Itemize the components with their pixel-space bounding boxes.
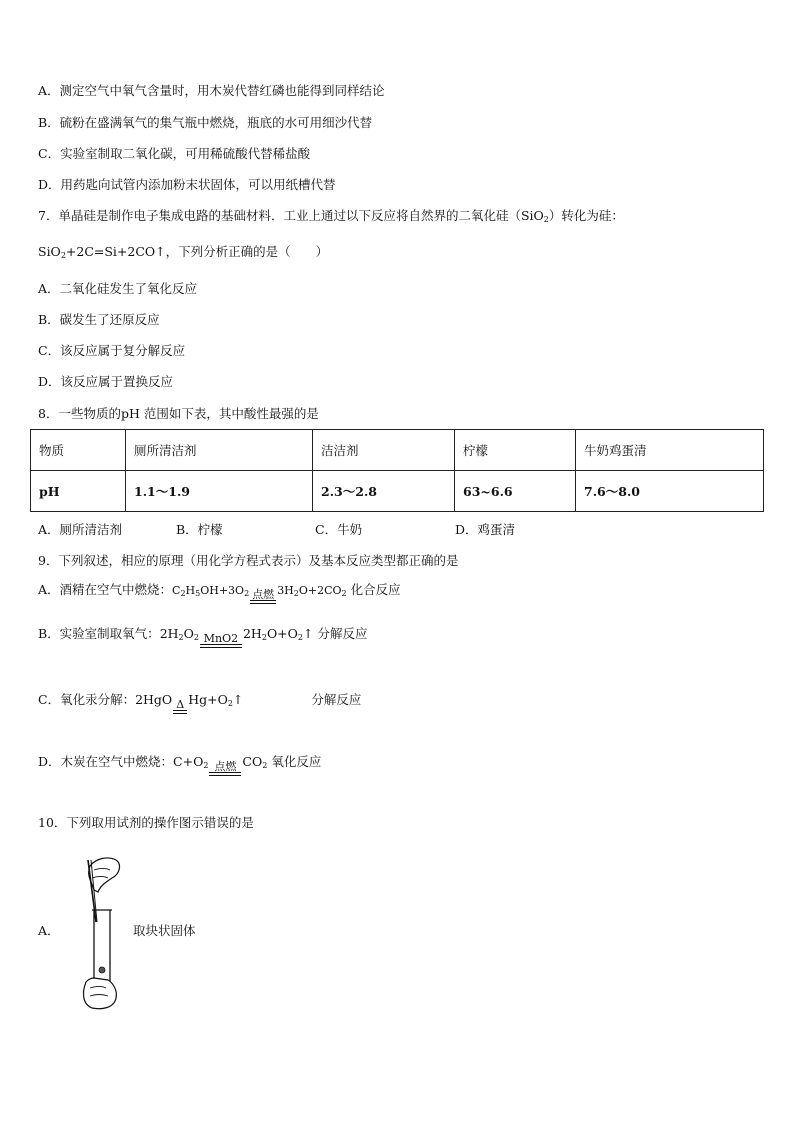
q9-option-c: C．氧化汞分解：2HgO Δ $Hg+O_2↑$ 分解反应 xyxy=(38,690,361,714)
q9-option-a: A．酒精在空气中燃烧：$C_2H_5OH+3O_2$ 点燃 $3H_2O+2CO_2$ 化合反应 xyxy=(38,580,401,604)
q8-option-c: C．牛奶 xyxy=(315,522,363,537)
table-cell: 柠檬 xyxy=(455,430,576,471)
q8-options xyxy=(38,521,515,539)
q6-option-c: C．实验室制取二氧化碳，可用稀硫酸代替稀盐酸 xyxy=(38,146,311,161)
q7-option-a: A．二氧化硅发生了氧化反应 xyxy=(38,281,198,296)
table-row xyxy=(31,430,764,471)
q8-option-b: B．柠檬 xyxy=(176,522,223,537)
equation-d: $C+O_2$ 点燃 $CO_2$ xyxy=(173,754,267,769)
table-cell: pH xyxy=(31,471,126,512)
q8-option-a: A．厕所清洁剂 xyxy=(38,522,123,537)
q7-option-d: D．该反应属于置换反应 xyxy=(38,374,174,389)
table-row xyxy=(31,471,764,512)
ph-table xyxy=(30,429,764,512)
q7-stem: 7．单晶硅是制作电子集成电路的基础材料．工业上通过以下反应将自然界的二氧化硅（SiO$_2$）转化为硅： xyxy=(38,208,624,224)
equation-c: 2HgO Δ $Hg+O_2↑$ xyxy=(135,692,243,707)
table-cell: 牛奶鸡蛋清 xyxy=(576,430,764,471)
table-cell: 洁洁剂 xyxy=(313,430,455,471)
table-cell: 2.3～2.8 xyxy=(313,471,455,512)
q9-option-b: B．实验室制取氧气：$2H_2O_2$ MnO2 $2H_2O+O_2↑$ 分解反应 xyxy=(38,624,368,648)
q10-option-a-text: 取块状固体 xyxy=(133,923,196,938)
q10-stem: 10．下列取用试剂的操作图示错误的是 xyxy=(38,815,254,830)
table-cell: 物质 xyxy=(31,430,126,471)
q6-option-d: D．用药匙向试管内添加粉末状固体，可以用纸槽代替 xyxy=(38,177,336,192)
q10-option-a-label: A． xyxy=(38,923,60,938)
q8-stem: 8．一些物质的pH 范围如下表，其中酸性最强的是 xyxy=(38,406,319,421)
test-tube-hand-illustration xyxy=(72,852,132,1012)
q6-option-b: B．硫粉在盛满氧气的集气瓶中燃烧，瓶底的水可用细沙代替 xyxy=(38,115,373,130)
q9-option-d: D．木炭在空气中燃烧：$C+O_2$ 点燃 $CO_2$ 氧化反应 xyxy=(38,752,321,776)
q8-option-d: D．鸡蛋清 xyxy=(455,522,516,537)
table-cell: 63~6.6 xyxy=(455,471,576,512)
equation-b: $2H_2O_2$ MnO2 $2H_2O+O_2↑$ xyxy=(160,626,314,641)
q7-option-b: B．碳发生了还原反应 xyxy=(38,312,160,327)
table-cell: 厕所清洁剂 xyxy=(126,430,313,471)
table-cell: 1.1～1.9 xyxy=(126,471,313,512)
table-cell: 7.6～8.0 xyxy=(576,471,764,512)
q6-option-a: A．测定空气中氧气含量时，用木炭代替红磷也能得到同样结论 xyxy=(38,83,385,98)
q7-equation: SiO$_2$+2C=Si+2CO↑，下列分析正确的是（ ） xyxy=(38,244,329,260)
q7-option-c: C．该反应属于复分解反应 xyxy=(38,343,186,358)
q9-stem: 9．下列叙述，相应的原理（用化学方程式表示）及基本反应类型都正确的是 xyxy=(38,553,459,568)
equation-a: $C_2H_5OH+3O_2$ 点燃 $3H_2O+2CO_2$ xyxy=(172,584,347,597)
